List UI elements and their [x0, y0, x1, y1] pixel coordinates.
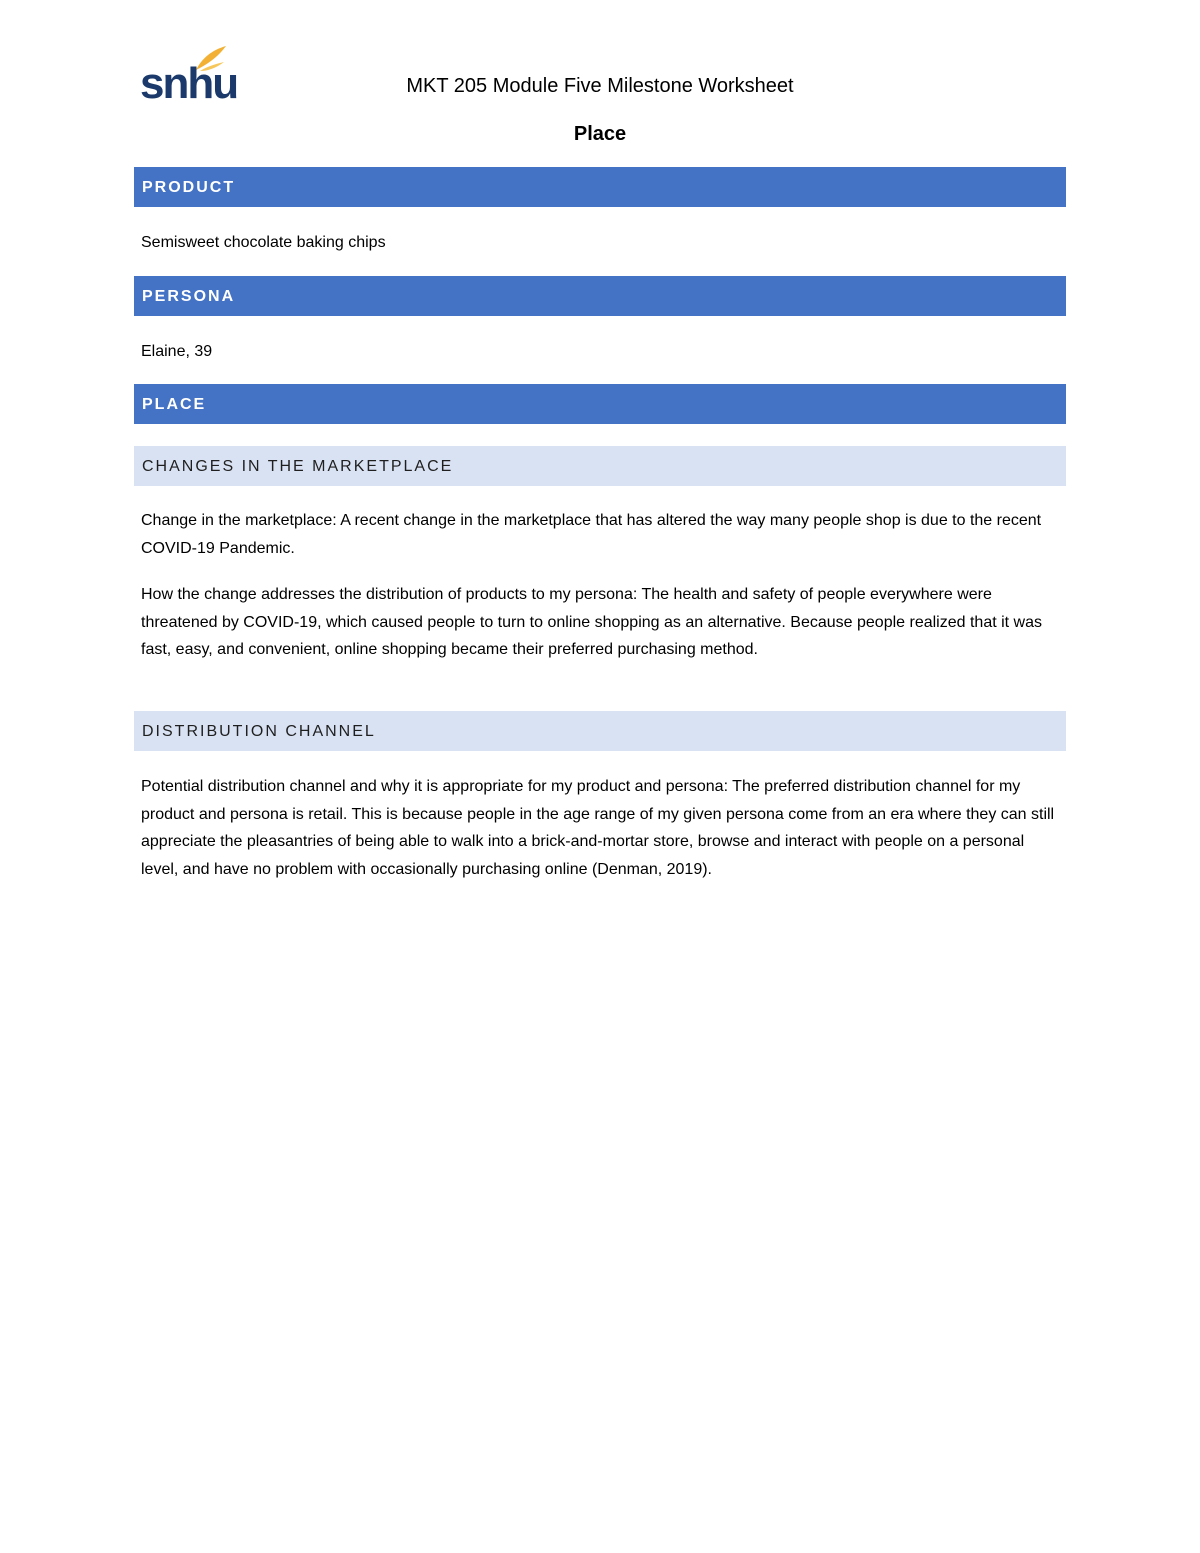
logo-text: snhu — [140, 59, 238, 108]
place-heading: PLACE — [134, 384, 1066, 424]
persona-value: Elaine, 39 — [141, 343, 213, 360]
document-title: MKT 205 Module Five Milestone Worksheet — [406, 75, 794, 97]
distribution-change-paragraph: How the change addresses the distribution of products to my persona: The health and safety of people everywhere were threatened by COVID-19, which caused people to turn to online shopping as an alternative. Because people realized that it was fast, easy, and convenient, online shopping became their preferred purchasing method. — [141, 586, 1043, 658]
persona-heading: PERSONA — [134, 276, 1066, 316]
product-value: Semisweet chocolate baking chips — [141, 234, 386, 251]
marketplace-change-paragraph: Change in the marketplace: A recent change in the marketplace that has altered the way many people shop is due to the recent COVID-19 Pandemic. — [141, 512, 1042, 557]
distribution-channel-heading: DISTRIBUTION CHANNEL — [134, 711, 1066, 751]
document-subtitle: Place — [573, 123, 627, 145]
distribution-channel-paragraph: Potential distribution channel and why it is appropriate for my product and persona: The preferred distribution channel for my product and persona is retail. This is because people in the age range of my given persona come from an era where they can still appreciate the pleasantries of being able to walk into a brick-and-mortar store, browse and interact with people on a personal level, and have no problem with occasionally purchasing online (Denman, 2019). — [141, 778, 1055, 878]
changes-in-marketplace-heading: CHANGES IN THE MARKETPLACE — [134, 446, 1066, 486]
product-heading: PRODUCT — [134, 167, 1066, 207]
